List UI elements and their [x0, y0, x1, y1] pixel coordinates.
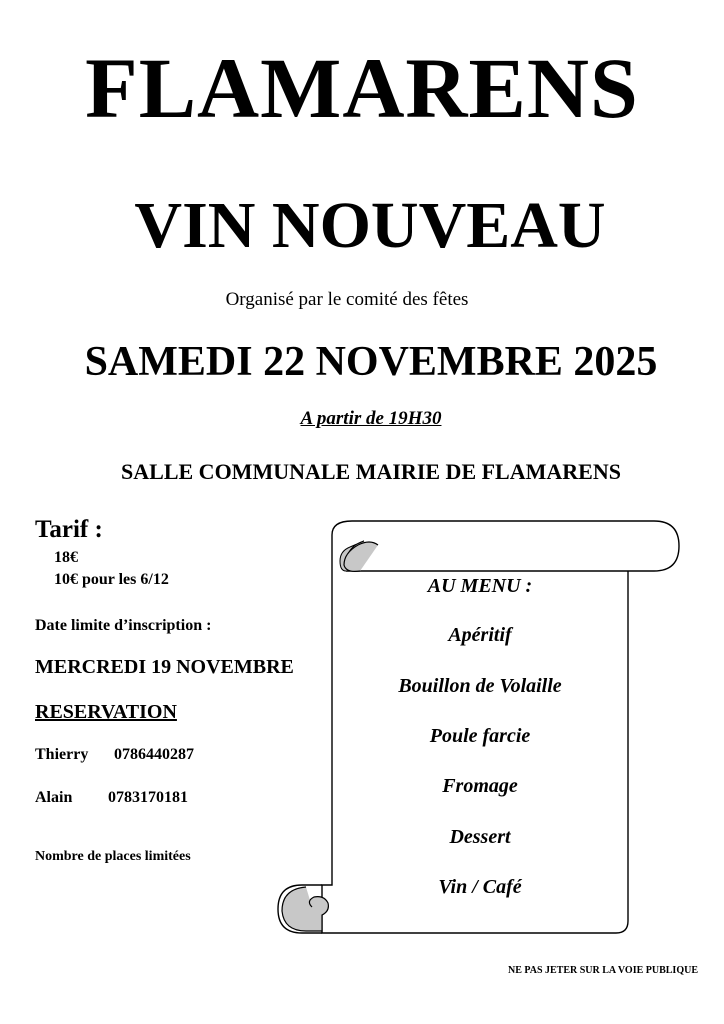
menu-item: Fromage — [442, 775, 518, 797]
deadline-date: MERCREDI 19 NOVEMBRE — [35, 656, 294, 678]
price-adult: 18€ — [54, 549, 78, 566]
event-date: SAMEDI 22 NOVEMBRE 2025 — [84, 339, 658, 385]
contact-row — [35, 746, 194, 764]
price-child: 10€ pour les 6/12 — [54, 571, 169, 588]
contact-phone: 0783170181 — [108, 789, 188, 806]
contact-row — [35, 789, 188, 807]
contact-name: Thierry — [35, 746, 89, 763]
deadline-label: Date limite d’inscription : — [35, 617, 212, 634]
menu-item: Bouillon de Volaille — [398, 675, 562, 697]
event-time: A partir de 19H30 — [300, 408, 442, 429]
reservation-heading: RESERVATION — [35, 701, 177, 723]
village-title: FLAMARENS — [85, 40, 639, 136]
event-title: VIN NOUVEAU — [134, 189, 606, 262]
menu-title: AU MENU : — [427, 575, 533, 597]
tarif-heading: Tarif : — [35, 516, 103, 543]
contact-phone: 0786440287 — [114, 746, 194, 763]
event-venue: SALLE COMMUNALE MAIRIE DE FLAMARENS — [121, 459, 621, 484]
menu-item: Apéritif — [448, 624, 512, 646]
menu-item: Poule farcie — [429, 725, 531, 747]
menu-item: Vin / Café — [438, 876, 522, 898]
contact-name: Alain — [35, 789, 73, 806]
organizer-line: Organisé par le comité des fêtes — [225, 289, 469, 310]
footer-notice: NE PAS JETER SUR LA VOIE PUBLIQUE — [507, 965, 698, 976]
menu-item: Dessert — [449, 826, 511, 848]
limited-places-note: Nombre de places limitées — [35, 849, 191, 864]
